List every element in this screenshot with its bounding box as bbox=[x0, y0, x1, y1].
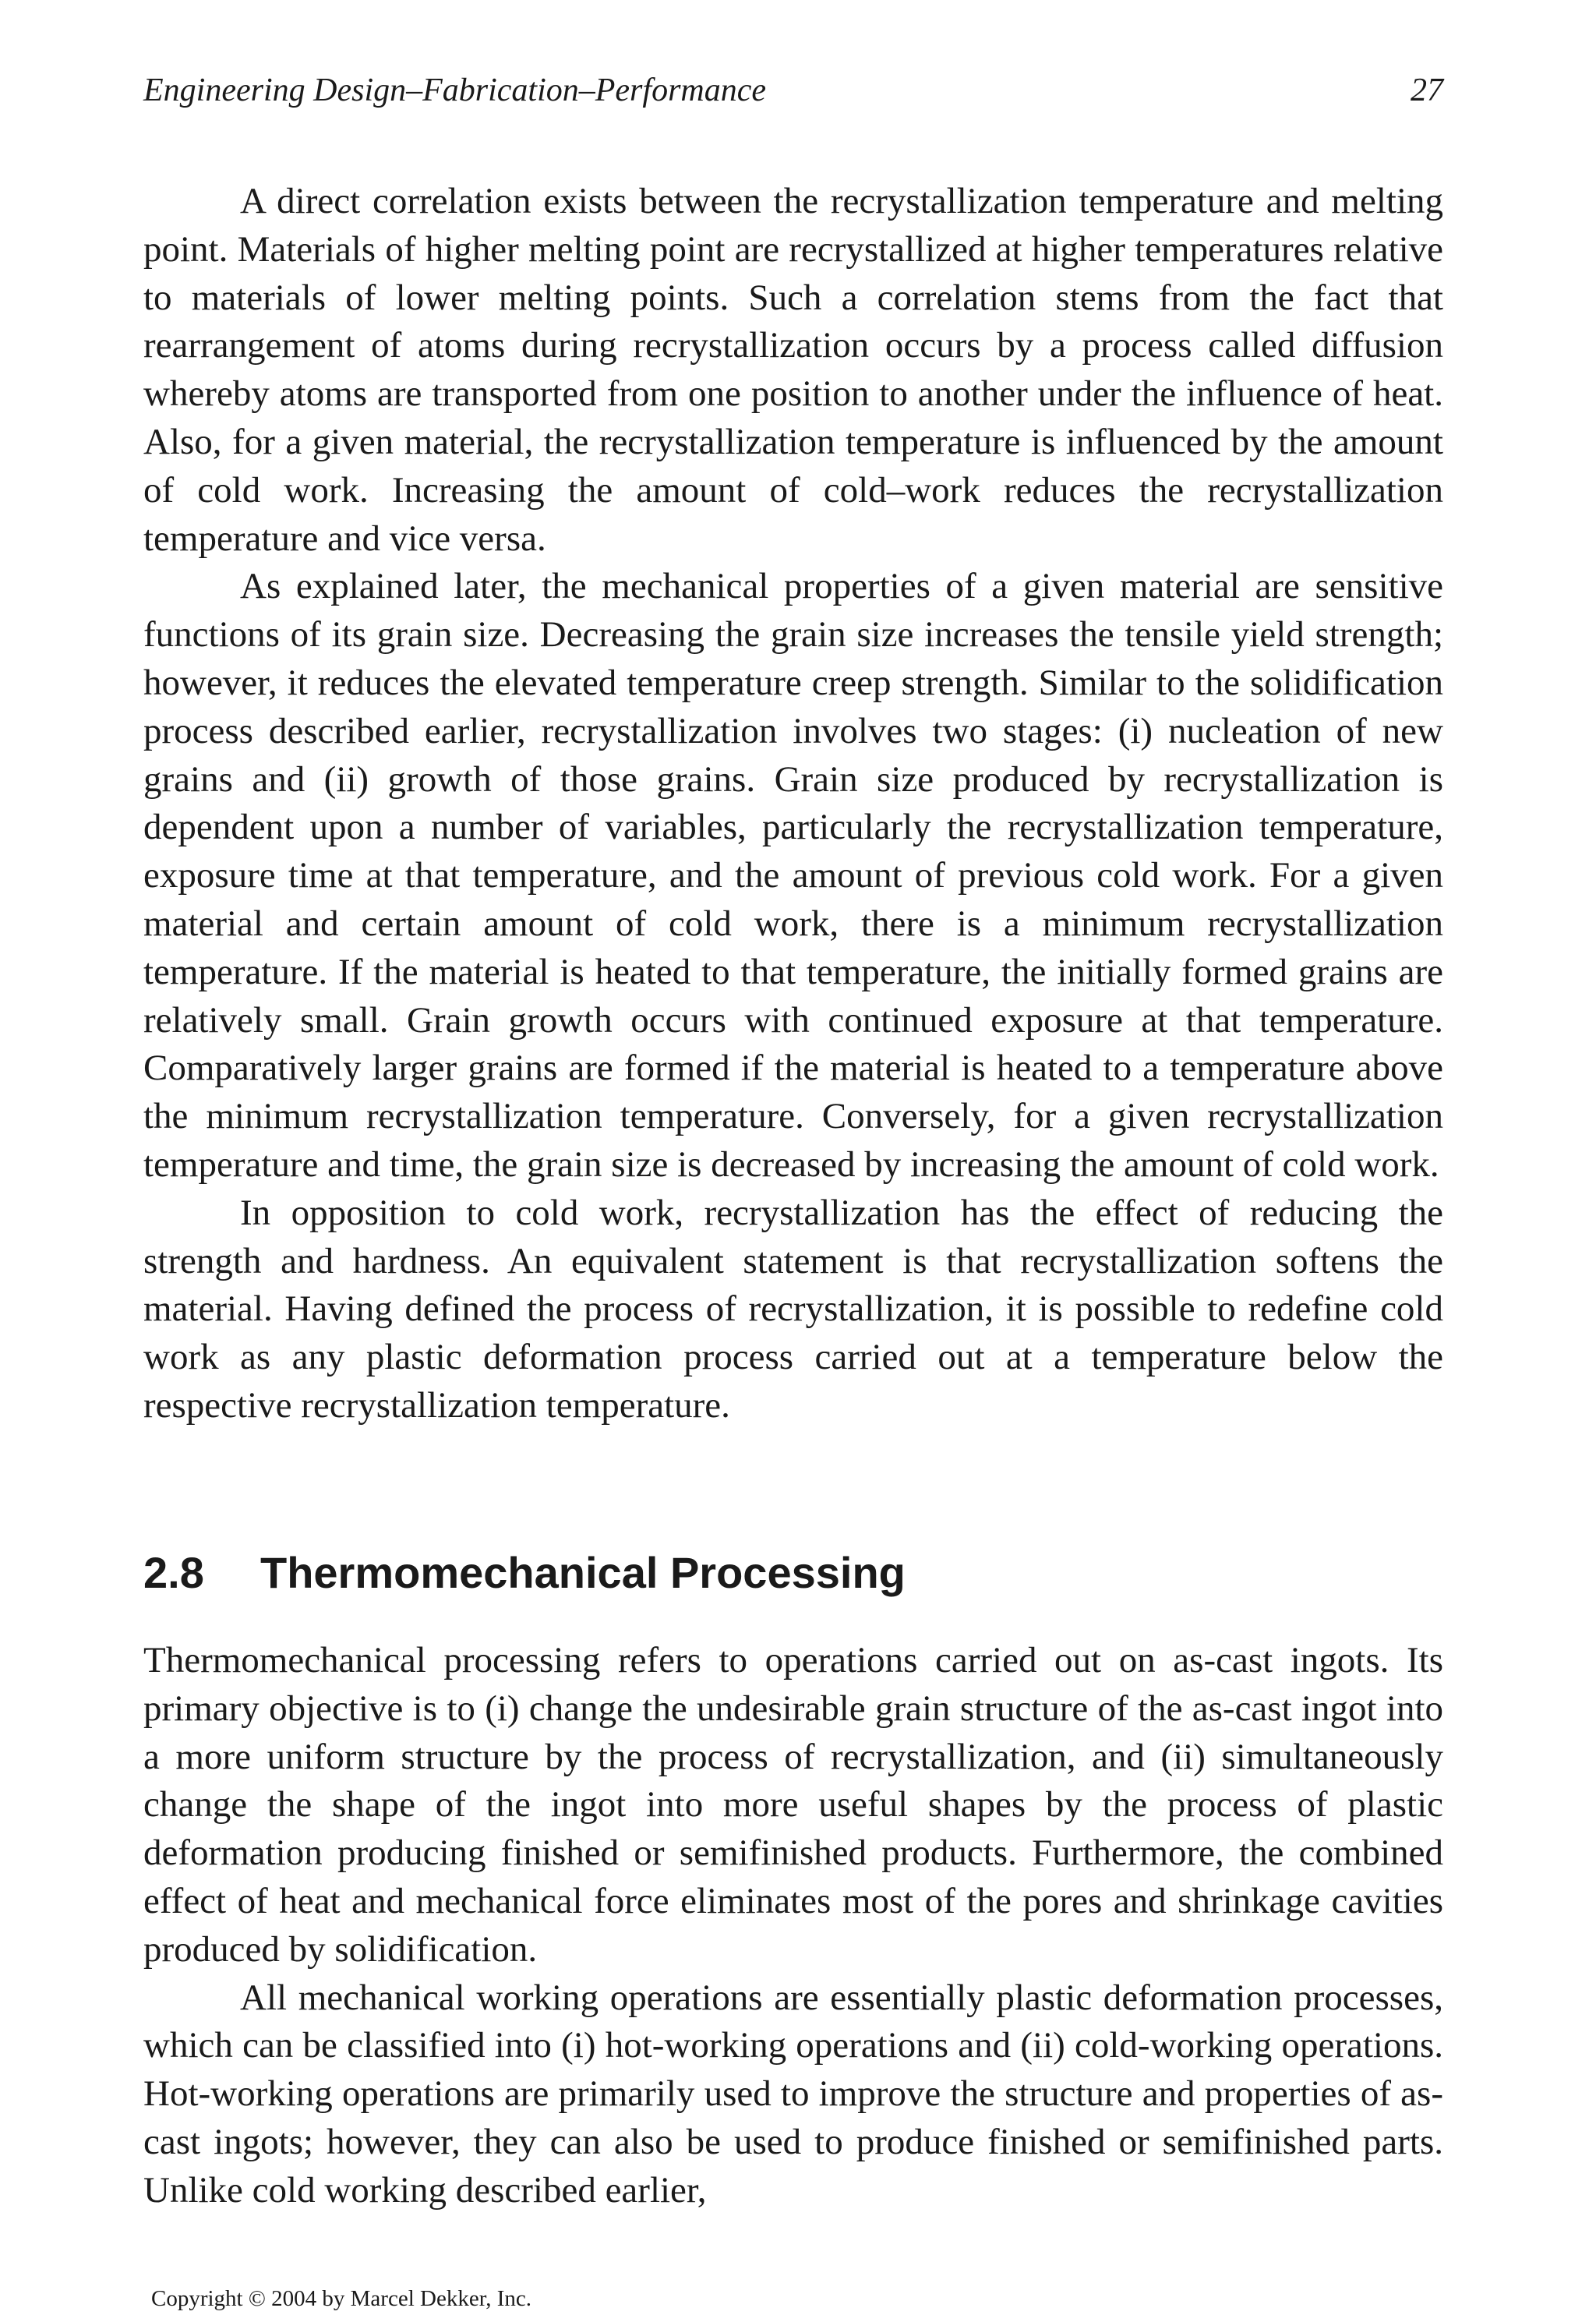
running-head-title: Engineering Design–Fabrication–Performance bbox=[143, 72, 767, 108]
book-page bbox=[143, 0, 1443, 2322]
page-number: 27 bbox=[1411, 72, 1443, 108]
paragraph-grain-size: As explained later, the mechanical properties of a given material are sensitive functions of its grain size. Decreasing the grain size increases the tensile yield strength; however, it reduces the elevated temperature creep strength. Similar to the solidification process described earlier, recrystallization involves two stages: (i) nucleation of new grains and (ii) growth of those grains. Grain size produced by recrystallization is dependent upon a number of variables, particularly the recrystallization temperature, exposure time at that temperature, and the amount of previous cold work. For a given material and certain amount of cold work, there is a minimum recrystallization temperature. If the material is heated to that temperature, the initially formed grains are relatively small. Grain growth occurs with continued exposure at that temperature. Comparatively larger grains are formed if the material is heated to a temperature above the minimum recrystallization temperature. Conversely, for a given recrystallization temperature and time, the grain size is decreased by increasing the amount of cold work. bbox=[143, 566, 1443, 1185]
paragraph-thermomechanical-definition: Thermomechanical processing refers to operations carried out on as-cast ingots. Its primary objective is to (i) change the undesirable grain structure of the as-cast ingot into a more uniform structure by the process of recrystallization, and (ii) simultaneously change the shape of the ingot into more useful shapes by the process of plastic deformation producing finished or semifinished products. Furthermore, the combined effect of heat and mechanical force eliminates most of the pores and shrinkage cavities produced by solidification. bbox=[143, 1640, 1443, 1970]
copyright-notice: Copyright © 2004 by Marcel Dekker, Inc. bbox=[151, 2286, 531, 2311]
section-title: Thermomechanical Processing bbox=[260, 1548, 906, 1597]
section-number: 2.8 bbox=[143, 1548, 204, 1597]
paragraph-recrystallization-melting-point: A direct correlation exists between the recrystallization temperature and melting point. Materials of higher melting point are recrystallized at higher temperatures relative to materials of lower melting points. Such a correlation stems from the fact that rearrangement of atoms during recrystallization occurs by a process called diffusion whereby atoms are transported from one position to another under the influence of heat. Also, for a given material, the recrystallization temperature is influenced by the amount of cold work. Increasing the amount of cold–work reduces the recrystallization temperature and vice versa. bbox=[143, 181, 1443, 559]
body-text-top bbox=[143, 178, 1443, 1430]
section-heading bbox=[143, 1542, 906, 1604]
paragraph-mechanical-working: All mechanical working operations are essentially plastic deformation processes, which can be classified into (i) hot-working operations and (ii) cold-working operations. Hot-working operations are primarily used to improve the structure and properties of as-cast ingots; however, they can also be used to produce finished or semifinished parts. Unlike cold working described earlier, bbox=[143, 1977, 1443, 2211]
body-text-section bbox=[143, 1637, 1443, 2215]
paragraph-cold-work-opposition: In opposition to cold work, recrystallization has the effect of reducing the strength and hardness. An equivalent statement is that recrystallization softens the material. Having defined the process of recrystallization, it is possible to redefine cold work as any plastic deformation process carried out at a temperature below the respective recrystallization temperature. bbox=[143, 1192, 1443, 1426]
running-head bbox=[143, 67, 1443, 114]
